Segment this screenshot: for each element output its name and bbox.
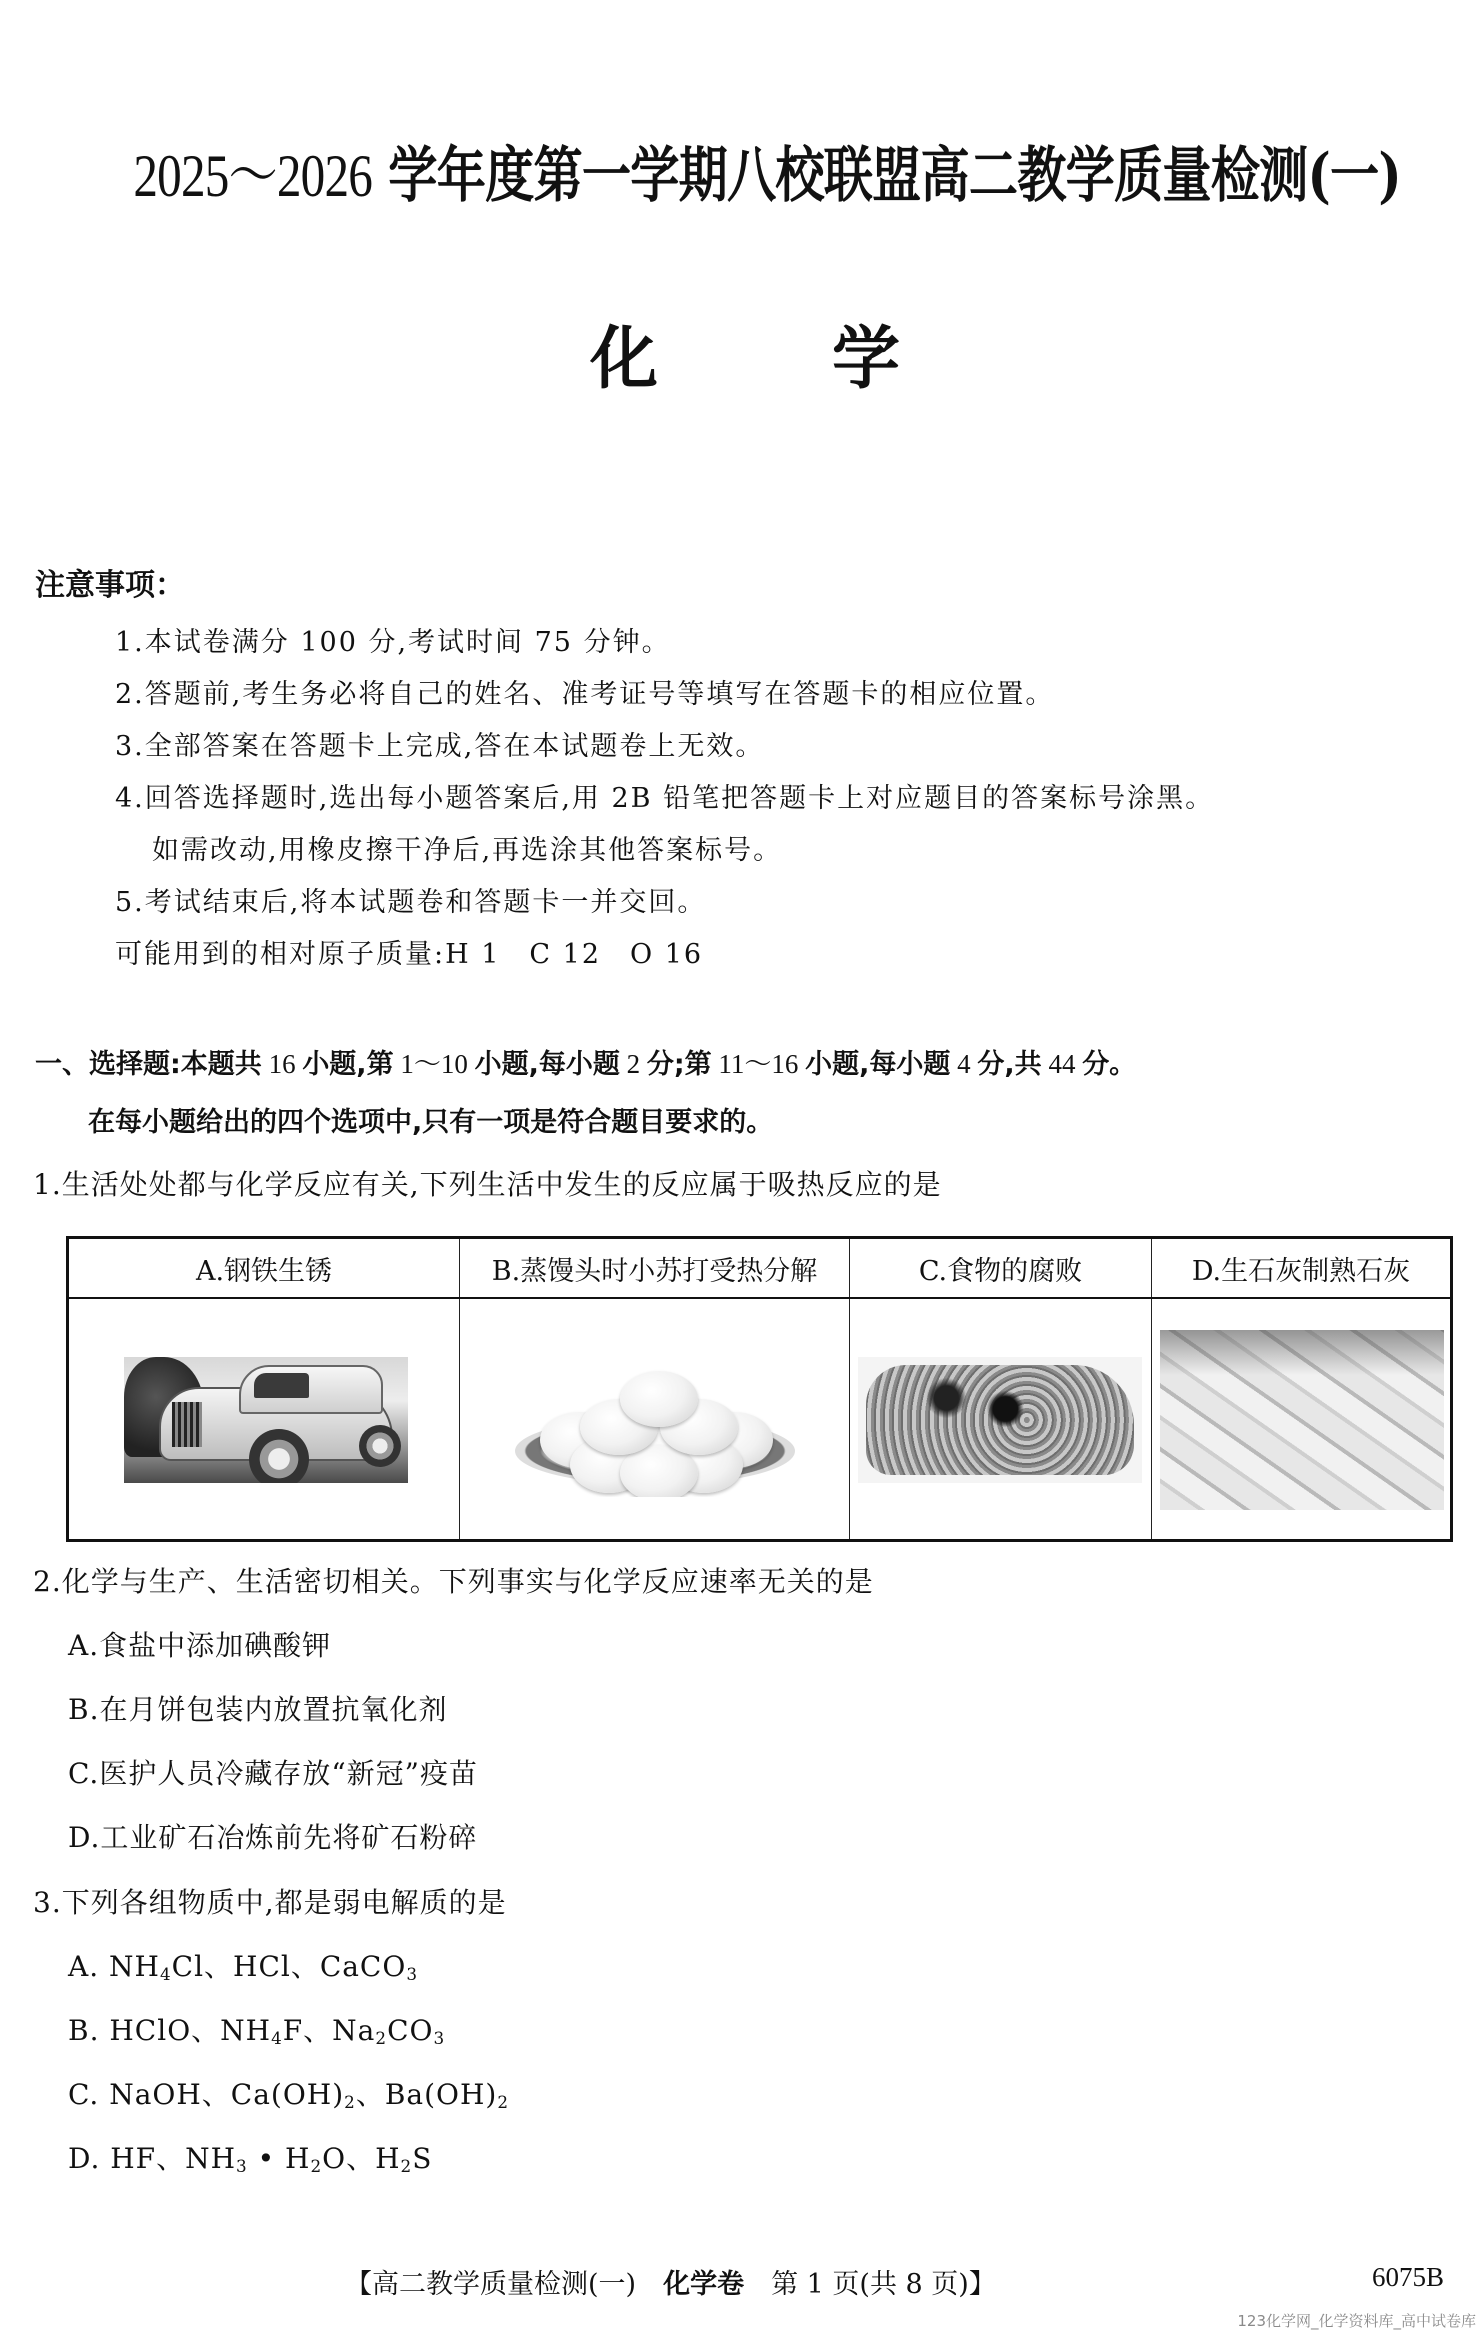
section-heading-num: 1～10 bbox=[393, 1049, 475, 1079]
subscript: 2 bbox=[497, 2092, 510, 2113]
notice-item-3: 3.全部答案在答题卡上完成,答在本试题卷上无效。 bbox=[115, 731, 765, 762]
option-a-cell bbox=[68, 1298, 460, 1541]
section-heading-num: 44 bbox=[1041, 1049, 1083, 1079]
option-prefix: B. bbox=[68, 2014, 110, 2047]
option-b-label: B.蒸馒头时小苏打受热分解 bbox=[460, 1238, 850, 1299]
subscript: 3 bbox=[406, 1964, 419, 1985]
subscript: 2 bbox=[400, 2156, 413, 2177]
formula-text: O、H bbox=[322, 2142, 401, 2175]
question-3-option-a bbox=[68, 1945, 418, 1985]
subscript: 4 bbox=[159, 1964, 172, 1985]
notice-item-5: 5.考试结束后,将本试题卷和答题卡一并交回。 bbox=[115, 887, 707, 918]
exam-title bbox=[133, 128, 1401, 214]
formula-text: HClO、NH bbox=[109, 2014, 272, 2047]
section-heading-part: 分,共 bbox=[977, 1049, 1042, 1080]
option-c-cell bbox=[850, 1298, 1152, 1541]
subject-title-char1: 化 bbox=[590, 320, 659, 399]
formula-text: • H bbox=[247, 2142, 311, 2175]
moldy-bread-image bbox=[858, 1357, 1142, 1483]
formula-text: S bbox=[412, 2142, 433, 2175]
question-2-stem: 2.化学与生产、生活密切相关。下列事实与化学反应速率无关的是 bbox=[33, 1565, 874, 1598]
section-heading-num: 4 bbox=[950, 1049, 978, 1079]
option-a-label: A.钢铁生锈 bbox=[68, 1238, 460, 1299]
question-3-stem: 3.下列各组物质中,都是弱电解质的是 bbox=[33, 1886, 507, 1919]
formula-text: NH bbox=[109, 1950, 160, 1983]
option-c-label: C.食物的腐败 bbox=[850, 1238, 1152, 1299]
option-d-cell bbox=[1152, 1298, 1452, 1541]
section-heading bbox=[35, 1042, 1136, 1081]
formula-text: 、Ba(OH) bbox=[355, 2078, 498, 2111]
option-table-image-row bbox=[68, 1298, 1452, 1541]
section-heading-part: 分;第 bbox=[646, 1049, 712, 1080]
question-1-stem: 1.生活处处都与化学反应有关,下列生活中发生的反应属于吸热反应的是 bbox=[33, 1168, 942, 1201]
option-b-cell bbox=[460, 1298, 850, 1541]
section-heading-num: 16 bbox=[261, 1049, 303, 1079]
subscript: 2 bbox=[344, 2092, 356, 2113]
section-heading-num: 11～16 bbox=[711, 1049, 806, 1079]
formula-text: NaOH、Ca(OH) bbox=[109, 2078, 345, 2111]
formula-text: HF、NH bbox=[110, 2142, 237, 2175]
quicklime-image bbox=[1160, 1330, 1444, 1510]
subscript: 3 bbox=[236, 2156, 248, 2177]
notice-item-2: 2.答题前,考生务必将自己的姓名、准考证号等填写在答题卡的相应位置。 bbox=[115, 679, 1055, 710]
subscript: 2 bbox=[310, 2156, 323, 2177]
section-subheading: 在每小题给出的四个选项中,只有一项是符合题目要求的。 bbox=[88, 1107, 774, 1138]
exam-title-year: 2025～2026 bbox=[133, 143, 372, 209]
subject-title-char2: 学 bbox=[832, 320, 901, 399]
subscript: 3 bbox=[433, 2028, 446, 2049]
paper-code: 6075B bbox=[1372, 2262, 1445, 2292]
question-1-option-table bbox=[66, 1236, 1453, 1542]
page-footer bbox=[345, 2262, 996, 2301]
footer-subject: 化学卷 bbox=[663, 2269, 745, 2300]
question-2-option-a: A.食盐中添加碘酸钾 bbox=[68, 1629, 332, 1662]
steamed-buns-image bbox=[500, 1357, 810, 1497]
rusty-car-image bbox=[124, 1357, 408, 1483]
section-heading-part: 分。 bbox=[1082, 1049, 1137, 1080]
question-2-option-d: D.工业矿石冶炼前先将矿石粉碎 bbox=[68, 1821, 478, 1854]
exam-title-text: 学年度第一学期八校联盟高二教学质量检测(一) bbox=[388, 141, 1401, 211]
section-heading-part: 小题,每小题 bbox=[474, 1049, 620, 1080]
option-table-header-row bbox=[68, 1238, 1452, 1299]
footer-page-number: 第 1 页(共 8 页)】 bbox=[744, 2269, 996, 2300]
question-3-option-c bbox=[68, 2073, 509, 2113]
question-3-option-b bbox=[68, 2009, 445, 2049]
option-prefix: A. bbox=[68, 1950, 110, 1983]
question-3-option-d bbox=[68, 2137, 432, 2177]
option-prefix: C. bbox=[68, 2078, 110, 2111]
formula-text: Cl、HCl、CaCO bbox=[171, 1950, 407, 1983]
section-heading-part: 小题,每小题 bbox=[805, 1049, 951, 1080]
section-heading-part: 小题,第 bbox=[302, 1049, 394, 1080]
question-2-option-c: C.医护人员冷藏存放“新冠”疫苗 bbox=[68, 1757, 478, 1790]
formula-text: CO bbox=[387, 2014, 434, 2047]
atomic-mass-line: 可能用到的相对原子质量:H 1 C 12 O 16 bbox=[115, 939, 704, 970]
footer-exam-name: 【高二教学质量检测(一) bbox=[345, 2269, 664, 2300]
section-heading-num: 2 bbox=[619, 1049, 647, 1079]
section-heading-part: 一、选择题:本题共 bbox=[35, 1049, 262, 1080]
notice-heading: 注意事项： bbox=[35, 568, 185, 603]
option-d-label: D.生石灰制熟石灰 bbox=[1152, 1238, 1452, 1299]
watermark: 123化学网_化学资料库_高中试卷库 bbox=[1237, 2312, 1476, 2330]
notice-item-4: 4.回答选择题时,选出每小题答案后,用 2B 铅笔把答题卡上对应题目的答案标号涂黑。 bbox=[115, 783, 1215, 814]
option-prefix: D. bbox=[68, 2142, 111, 2175]
subscript: 4 bbox=[271, 2028, 283, 2049]
notice-item-4-cont: 如需改动,用橡皮擦干净后,再选涂其他答案标号。 bbox=[152, 835, 783, 866]
question-2-option-b: B.在月饼包装内放置抗氧化剂 bbox=[68, 1693, 448, 1726]
notice-item-1: 1.本试卷满分 100 分,考试时间 75 分钟。 bbox=[115, 627, 671, 658]
formula-text: F、Na bbox=[282, 2014, 376, 2047]
subscript: 2 bbox=[375, 2028, 388, 2049]
